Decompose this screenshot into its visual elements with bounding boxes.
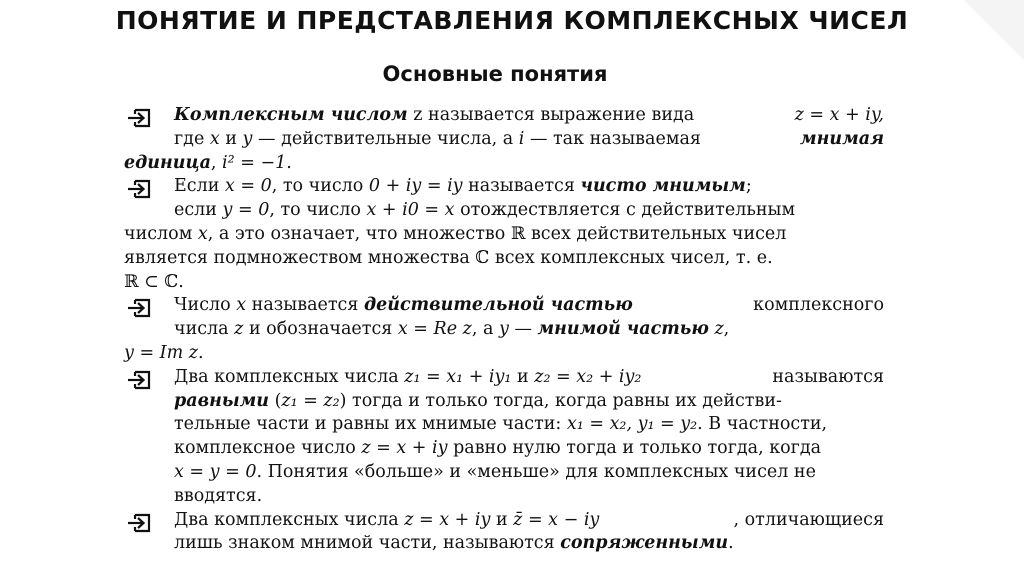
term-equal: равными <box>174 390 269 411</box>
arrow-into-box-icon <box>126 179 152 199</box>
formula: z₁ = x₁ + iy₁ <box>404 366 512 387</box>
text-line <box>174 175 884 199</box>
text-span: комплексное число <box>174 438 362 459</box>
text-line <box>174 390 884 414</box>
formula: 0 + iy = iy <box>368 176 463 197</box>
text-span: и <box>219 128 243 149</box>
text-line <box>124 271 884 295</box>
formula: x <box>197 223 208 244</box>
formula: y = Im z <box>124 342 198 363</box>
text-span: тельные части и равны их мнимые части: <box>174 414 567 435</box>
formula: z <box>714 319 724 340</box>
text-span: , то число <box>269 200 367 221</box>
definition-item <box>124 366 884 509</box>
text-span: и <box>490 509 514 530</box>
term-imaginary: мнимая <box>799 128 884 149</box>
text-line <box>174 199 884 223</box>
term-unit: единица <box>124 152 211 173</box>
text-line <box>174 366 884 390</box>
section-subtitle: Основные понятия <box>382 62 608 86</box>
text-span: , а это означает, что множество ℝ всех действительных чисел <box>207 223 787 244</box>
text-span: и обозначается <box>243 319 398 340</box>
formula: z₁ = z₂ <box>281 390 340 411</box>
formula: z = x + iy <box>361 438 448 459</box>
text-line <box>174 104 884 128</box>
definition-item <box>124 294 884 365</box>
formula: y <box>242 128 253 149</box>
text-span: Два комплексных числа <box>174 366 405 387</box>
text-line <box>174 128 884 152</box>
formula: x₁ = x₂, y₁ = y₂ <box>566 414 698 435</box>
text-line <box>174 485 884 509</box>
text-span: комплексного <box>753 295 884 316</box>
text-line <box>124 342 884 366</box>
formula: z₂ = x₂ + iy₂ <box>534 366 642 387</box>
text-span: ; <box>745 176 752 197</box>
text-line <box>174 294 884 318</box>
text-span: — <box>508 319 538 340</box>
definitions-list <box>124 104 884 556</box>
text-span: ) тогда и только тогда, когда равны их действи- <box>339 390 782 411</box>
definition-item <box>124 104 884 175</box>
text-line <box>174 318 884 342</box>
text-line <box>174 532 884 556</box>
text-line <box>124 152 884 176</box>
text-span: лишь знаком мнимой части, называются <box>174 533 561 554</box>
text-span: где <box>174 128 210 149</box>
formula: z <box>234 319 244 340</box>
formula: i <box>518 128 525 149</box>
arrow-into-box-icon <box>126 298 152 318</box>
text-span: . В частности, <box>697 414 828 435</box>
text-span: , отличающиеся <box>733 509 884 530</box>
arrow-into-box-icon <box>126 513 152 533</box>
arrow-into-box-icon <box>126 108 152 128</box>
text-span: , то число <box>271 176 369 197</box>
formula: x <box>236 295 247 316</box>
text-span: — действительные числа, а <box>252 128 519 149</box>
text-span: . Понятия «больше» и «меньше» для комплексных чисел не <box>256 461 816 482</box>
term-complex-number: Комплексным числом <box>174 105 408 125</box>
text-span: называются <box>772 366 884 387</box>
text-span: , <box>210 152 223 173</box>
text-span: . <box>197 342 204 363</box>
formula: y = 0 <box>222 200 270 221</box>
text-span: равно нулю тогда и только тогда, когда <box>447 438 822 459</box>
text-span: отождествляется с действительным <box>454 200 796 221</box>
text-span: числа <box>174 319 235 340</box>
term-conjugate: сопряженными <box>560 533 729 554</box>
arrow-into-box-icon <box>126 370 152 390</box>
text-line <box>174 413 884 437</box>
text-span: z называется выражение вида <box>407 105 695 125</box>
text-span: называется <box>462 176 581 197</box>
text-line <box>124 247 884 271</box>
text-span: Два комплексных числа <box>174 509 405 530</box>
formula: i² = −1 <box>222 152 287 173</box>
definition-item <box>124 175 884 294</box>
term-real-part: действительной частью <box>363 295 633 316</box>
text-line <box>174 461 884 485</box>
page-title: ПОНЯТИЕ И ПРЕДСТАВЛЕНИЯ КОМПЛЕКСНЫХ ЧИСЕЛ <box>115 6 909 35</box>
text-span: называется <box>246 295 364 316</box>
text-span: вводятся. <box>174 485 263 506</box>
text-span: если <box>174 200 223 221</box>
formula: x <box>209 128 220 149</box>
text-span: . <box>286 152 292 173</box>
formula: x + i0 = x <box>366 200 455 221</box>
formula: z = x + iy <box>404 509 491 530</box>
text-line <box>174 509 884 533</box>
text-span: является подмножеством множества ℂ всех комплексных чисел, т. е. <box>124 247 773 268</box>
text-span: — так называемая <box>524 128 701 149</box>
text-span: , <box>723 319 730 340</box>
text-span: ℝ ⊂ ℂ. <box>124 271 184 292</box>
text-line <box>174 437 884 461</box>
formula: z = x + iy, <box>794 105 884 125</box>
term-imaginary-part: мнимой частью <box>537 319 709 340</box>
formula: x = y = 0 <box>174 461 257 482</box>
definition-item <box>124 509 884 557</box>
text-span: и <box>511 366 535 387</box>
formula: x = 0 <box>224 176 272 197</box>
term-pure-imaginary: чисто мнимым <box>580 176 746 197</box>
text-span: Число <box>174 295 237 316</box>
text-span: , а <box>471 319 499 340</box>
formula: z̄ = x − iy <box>513 509 600 530</box>
text-span: числом <box>124 223 198 244</box>
formula: y <box>498 319 509 340</box>
text-line <box>124 223 884 247</box>
text-span: ( <box>269 390 282 411</box>
text-span: Если <box>174 176 225 197</box>
text-span: . <box>728 533 734 554</box>
formula: x = Re z <box>397 319 472 340</box>
